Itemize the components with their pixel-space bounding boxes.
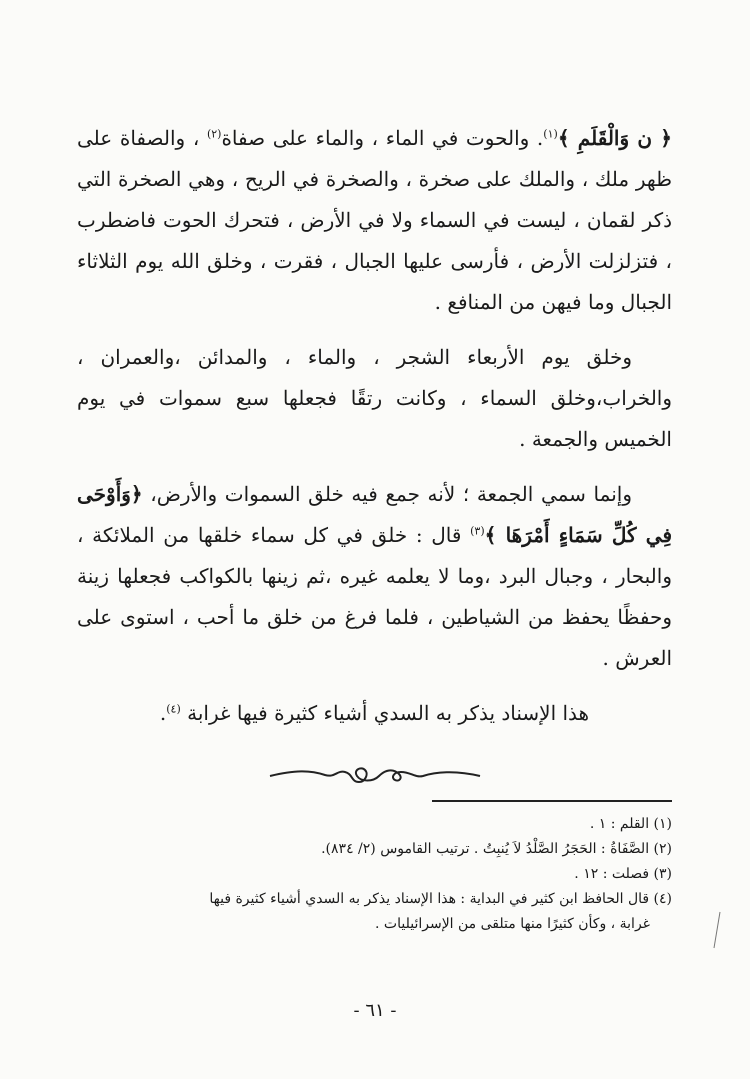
paragraph-1: [77, 118, 672, 323]
footnote-4: (٤) قال الحافظ ابن كثير في البداية : هذا الإسناد يذكر به السدي أشياء كثيرة فيها: [209, 891, 672, 907]
ornament-divider: [265, 760, 485, 790]
footnote-3: (٣) فصلت : ١٢ .: [574, 866, 672, 882]
paragraph-text: هذا الإسناد يذكر به السدي أشياء كثيرة فيها غرابة: [187, 701, 590, 725]
footnote-marker: (٤): [166, 702, 181, 716]
margin-pen-mark: [710, 910, 722, 950]
footnote-1: (١) القلم : ١ .: [589, 816, 672, 832]
paragraph-3: [77, 474, 672, 679]
footnote-marker: (١): [543, 127, 558, 141]
paragraph-2: [77, 337, 672, 460]
footnote-marker: (٣): [470, 524, 485, 538]
paragraph-text: قال : خلق في كل سماء خلقها من الملائكة ، والبحار ، وجبال البرد ،وما لا يعلمه غيره ،ثم زينها بالكواكب فجعلها زينة وحفظًا يحفظ من الشياطين ، فلما فرغ من خلق ما أحب ، استوى على العرش .: [77, 523, 672, 670]
footnotes: [77, 812, 672, 937]
page-number: - ٦١ -: [353, 1000, 397, 1021]
paragraph-text: وخلق يوم الأربعاء الشجر ، والماء ، والمدائن ،والعمران ، والخراب،وخلق السماء ، وكانت رتقًا فجعلها سبع سموات في يوم الخميس والجمعة .: [77, 345, 673, 451]
quran-citation: ﴿ ن وَالْقَلَمِ ﴾: [557, 126, 673, 150]
footnote-2: (٢) الصَّفَاةُ : الحَجَرُ الصَّلْدُ لاَ يُنبِتُ . ترتيب القاموس (٢/ ٨٣٤).: [321, 841, 672, 857]
paragraph-text: وإنما سمي الجمعة ؛ لأنه جمع فيه خلق السموات والأرض،: [142, 482, 632, 506]
footnote-separator: [432, 800, 672, 802]
paragraph-end: .: [159, 701, 167, 725]
paragraph-text: . والحوت في الماء ، والماء على صفاة: [221, 126, 544, 150]
paragraph-text: ، والصفاة على ظهر ملك ، والملك على صخرة ، والصخرة في الريح ، وهي الصخرة التي ذكر لقمان ، ليست في السماء ولا في الأرض ، فتحرك الحوت فاضطرب ، فتزلزلت الأرض ، فأرسى عليها الجبال ، فقرت ، وخلق الله يوم الثلاثاء الجبال وما فيهن من المنافع .: [77, 126, 673, 314]
main-text: [77, 118, 672, 748]
quran-citation: ﴿وَأَوْحَى فِي كُلِّ سَمَاءٍ أَمْرَهَا ﴾: [77, 482, 673, 547]
paragraph-4: [77, 693, 672, 734]
footnote-4-continued: غرابة ، وكأن كثيرًا منها متلقى من الإسرائيليات .: [375, 916, 650, 932]
footnote-marker: (٢): [206, 127, 222, 141]
